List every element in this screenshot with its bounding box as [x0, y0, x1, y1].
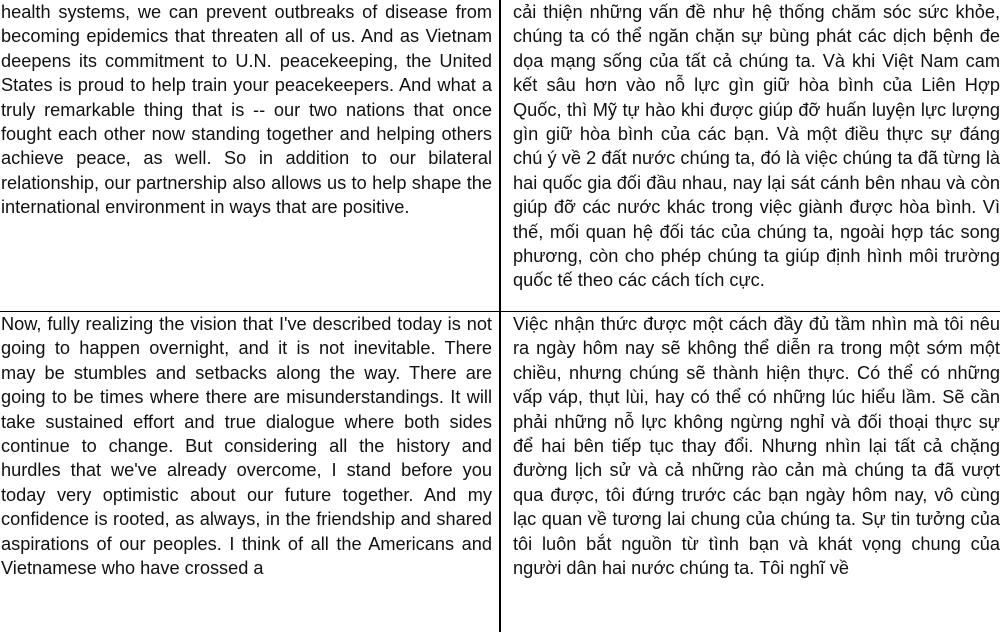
- english-paragraph: health systems, we can prevent outbreaks of disease from becoming epidemics that threaten all of us. And as Vietnam deepens its commitment to U.N. peacekeeping, the United States is proud to help train your peacekeepers. And what a truly remarkable thing that is -- our two nations that once fought each other now standing together and helping others achieve peace, as well. So in addition to our bilateral relationship, our partnership also allows us to help shape the international environment in ways that are positive.: [1, 2, 492, 218]
- table-row: [0, 0, 1000, 312]
- table-row: [0, 312, 1000, 632]
- vietnamese-cell: [500, 0, 1000, 311]
- english-cell: [0, 0, 500, 311]
- vietnamese-paragraph: Việc nhận thức được một cách đầy đủ tầm nhìn mà tôi nêu ra ngày hôm nay sẽ không thể diễn ra trong một sớm một chiều, nhưng chúng sẽ thành hiện thực. Có thể có những vấp váp, thụt lùi, hay có thể có những lúc hiểu lầm. Sẽ cần phải những nỗ lực không ngừng nghỉ và đối thoại thực sự để hai bên tiếp tục thay đổi. Nhưng nhìn lại tất cả chặng đường lịch sử và cả những rào cản mà chúng ta đã vượt qua được, tôi đứng trước các bạn ngày hôm nay, vô cùng lạc quan về tương lai chung của chúng ta. Sự tin tưởng của tôi luôn bắt nguồn từ tình bạn và khát vọng chung của người dân hai nước chúng ta. Tôi nghĩ về: [513, 314, 1000, 579]
- vietnamese-paragraph: cải thiện những vấn đề như hệ thống chăm sóc sức khỏe, chúng ta có thể ngăn chặn sự bùng phát các dịch bệnh đe dọa mạng sống của tất cả chúng ta. Và khi Việt Nam cam kết sâu hơn vào nỗ lực gìn giữ hòa bình của Liên Hợp Quốc, thì Mỹ tự hào khi được giúp đỡ huấn luyện lực lượng gìn giữ hòa bình của các bạn. Và một điều thực sự đáng chú ý về 2 đất nước chúng ta, đó là việc chúng ta đã từng là hai quốc gia đối đầu nhau, nay lại sát cánh bên nhau và còn giúp đỡ các nước khác trong việc giành được hòa bình. Vì thế, mối quan hệ đối tác của chúng ta, ngoài hợp tác song phương, còn cho phép chúng ta giúp định hình môi trường quốc tế theo các cách tích cực.: [513, 2, 1000, 291]
- english-paragraph: Now, fully realizing the vision that I've described today is not going to happen overnight, and it is not inevitable. There may be stumbles and setbacks along the way. There are going to be times where there are misunderstandings. It will take sustained effort and true dialogue where both sides continue to change. But considering all the history and hurdles that we've already overcome, I stand before you today very optimistic about our future together. And my confidence is rooted, as always, in the friendship and shared aspirations of our peoples. I think of all the Americans and Vietnamese who have crossed a: [1, 314, 492, 579]
- vietnamese-cell: [500, 312, 1000, 632]
- english-cell: [0, 312, 500, 632]
